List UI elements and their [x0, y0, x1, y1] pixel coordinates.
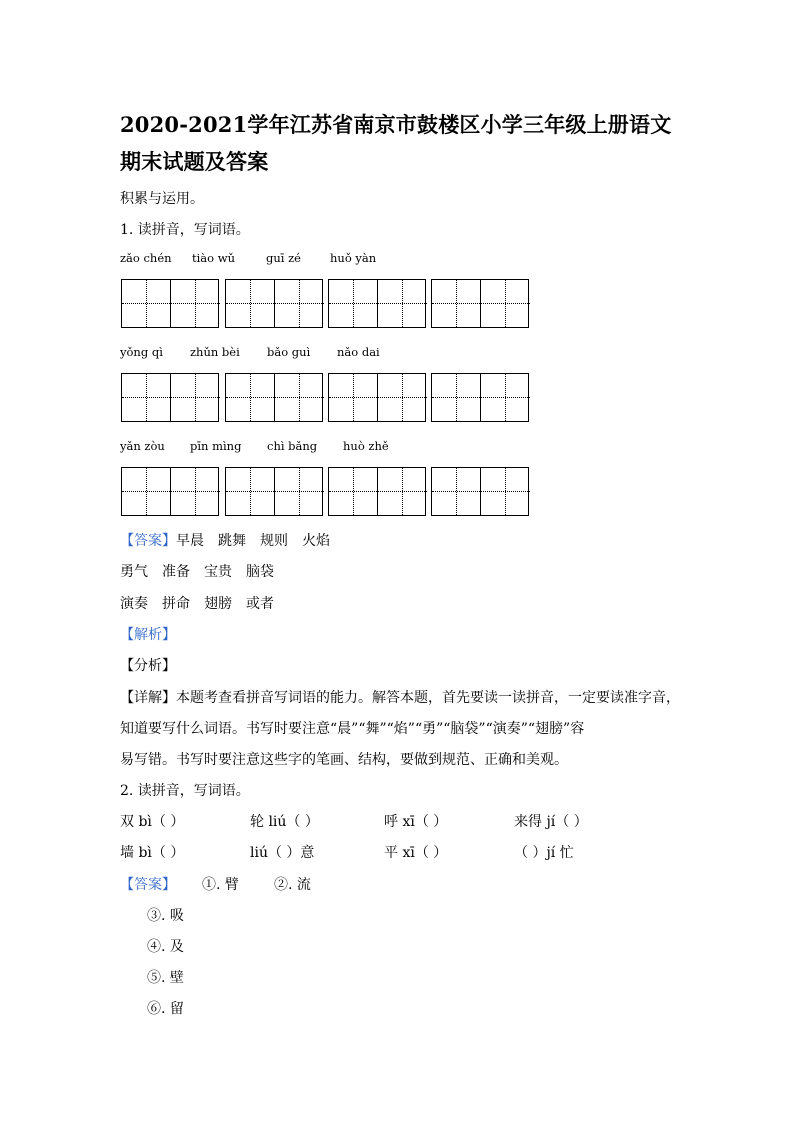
pinyin: nǎo dai	[337, 345, 380, 359]
fill-item: （ ）jí 忙	[514, 845, 574, 861]
analysis-tag: 【解析】	[120, 627, 176, 643]
section-heading: 积累与运用。	[120, 191, 204, 207]
answer-word: 翅膀	[204, 596, 232, 612]
detail-line: 【详解】本题考查看拼音写词语的能力。解答本题，首先要读一读拼音，一定要读准字音，	[120, 690, 680, 706]
word-box[interactable]	[121, 373, 219, 422]
detail-line: 易写错。书写时要注意这些字的笔画、结构，要做到规范、正确和美观。	[120, 752, 568, 768]
answer-item: ①. 臂	[202, 877, 239, 893]
pinyin: bǎo guì	[267, 345, 311, 359]
answer-item: ②. 流	[274, 877, 311, 893]
answer-word: 跳舞	[218, 533, 246, 549]
question-2-label: 2. 读拼音，写词语。	[120, 783, 250, 799]
answer-word: 或者	[246, 596, 274, 612]
fill-item: liú（ ）意	[250, 845, 315, 861]
fill-item: 轮 liú（ ）	[250, 814, 319, 830]
fill-item: 双 bì（ ）	[120, 814, 185, 830]
answer-word: 规则	[260, 533, 288, 549]
answer-word: 勇气	[120, 564, 148, 580]
answer-line	[120, 530, 344, 550]
answer-item: ③. 吸	[147, 908, 184, 924]
answer-tag: 【答案】	[120, 877, 176, 893]
answer-word: 拼命	[162, 596, 190, 612]
pinyin: zhǔn bèi	[190, 345, 240, 359]
answer-line	[120, 874, 311, 894]
answer-item: ⑥. 留	[147, 1001, 184, 1017]
fill-item: 来得 jí（ ）	[514, 814, 588, 830]
page-title: 2020-2021学年江苏省南京市鼓楼区小学三年级上册语文期末试题及答案	[120, 112, 672, 174]
answer-word: 演奏	[120, 596, 148, 612]
word-box[interactable]	[431, 279, 529, 328]
answer-item: ⑤. 壁	[147, 970, 184, 986]
pinyin: tiào wǔ	[192, 251, 235, 265]
pinyin: zǎo chén	[120, 251, 172, 265]
word-box[interactable]	[328, 373, 426, 422]
answer-word: 脑袋	[246, 564, 274, 580]
word-box[interactable]	[328, 467, 426, 516]
fill-item: 呼 xī（ ）	[384, 814, 448, 830]
answer-line	[120, 561, 288, 581]
word-box[interactable]	[431, 467, 529, 516]
answer-word: 早晨	[176, 533, 204, 549]
answer-line	[120, 593, 288, 613]
word-box[interactable]	[121, 279, 219, 328]
answer-word: 准备	[162, 564, 190, 580]
answer-item: ④. 及	[147, 939, 184, 955]
pinyin: guī zé	[266, 251, 301, 265]
word-box[interactable]	[431, 373, 529, 422]
word-box[interactable]	[328, 279, 426, 328]
pinyin: chì bǎng	[267, 439, 318, 453]
question-1-label: 1. 读拼音，写词语。	[120, 222, 250, 238]
word-box[interactable]	[225, 467, 323, 516]
fill-item: 墙 bì（ ）	[120, 845, 185, 861]
pinyin: yǒng qì	[120, 345, 163, 359]
pinyin: pīn mìng	[190, 439, 242, 453]
pinyin: huò zhě	[343, 439, 389, 453]
fill-item: 平 xī（ ）	[384, 845, 448, 861]
fenxi-label: 【分析】	[120, 658, 176, 674]
word-box[interactable]	[225, 373, 323, 422]
pinyin: yǎn zòu	[120, 439, 165, 453]
word-box[interactable]	[121, 467, 219, 516]
answer-tag: 【答案】	[120, 533, 176, 549]
pinyin: huǒ yàn	[330, 251, 377, 265]
detail-line: 知道要写什么词语。书写时要注意“晨”“舞”“焰”“勇”“脑袋”“演奏”“翅膀”容	[120, 721, 585, 737]
answer-word: 宝贵	[204, 564, 232, 580]
answer-word: 火焰	[302, 533, 330, 549]
word-box[interactable]	[225, 279, 323, 328]
